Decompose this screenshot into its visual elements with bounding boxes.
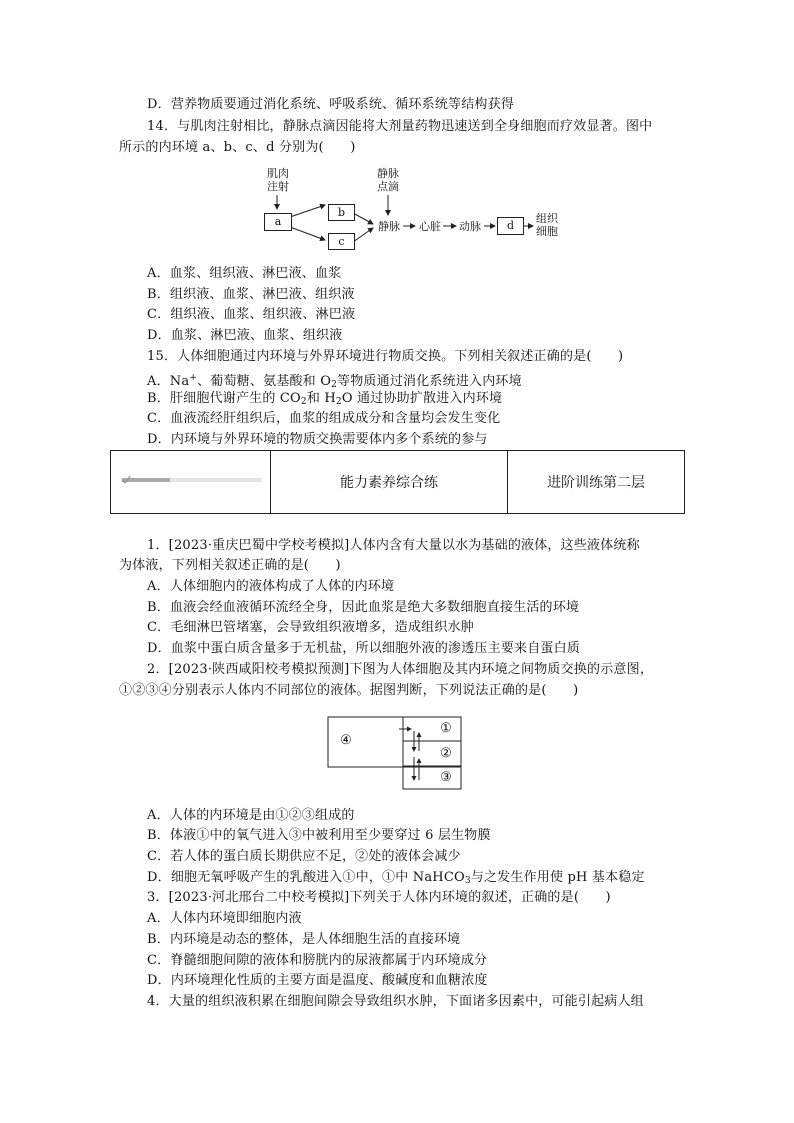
q14-stem-line2: 所示的内环境 a、b、c、d 分别为( ) [119,140,356,155]
p1-option-c: C．毛细淋巴管堵塞，会导致组织液增多，造成组织水肿 [147,620,474,635]
fluid-1-label: ① [440,721,452,736]
section-title: 能力素养综合练 [271,451,508,514]
artery-label: 动脉 [459,220,481,233]
vein-label: 静脉 [378,220,400,233]
q15-option-d: D．内环境与外界环境的物质交换需要体内多个系统的参与 [147,432,488,447]
q14-arrows [250,165,580,255]
q14-diagram [250,165,580,255]
iv-drip-label-2: 点滴 [377,180,399,193]
p2-diagram [327,716,467,792]
p4-stem-line1: 4．大量的组织液积累在细胞间隙会导致组织水肿，下面诸多因素中，可能引起病人组 [147,994,644,1009]
q14-option-c: C．组织液、血浆、组织液、淋巴液 [147,307,356,322]
arrow-a-to-b [290,205,325,217]
p2-option-c: C．若人体的蛋白质长期供应不足，②处的液体会减少 [147,849,461,864]
heart-label: 心脏 [419,220,441,233]
p2-option-a: A．人体的内环境是由①②③组成的 [147,808,355,823]
p3-option-b: B．内环境是动态的整体，是人体细胞生活的直接环境 [147,932,461,947]
fluid-2-label: ② [440,746,452,761]
p3-option-c: C．脊髓细胞间隙的液体和膀胱内的尿液都属于内环境成分 [147,953,488,968]
section-bar [110,450,685,514]
arrow-b-to-vein [353,213,373,224]
section-level: 进阶训练第二层 [508,451,685,514]
p3-option-d: D．内环境理化性质的主要方面是温度、酸碱度和血糖浓度 [147,973,488,988]
q14-stem-line1: 14．与肌肉注射相比，静脉点滴因能将大剂量药物迅速送到全身细胞而疗效显著。图中 [147,119,653,134]
q14-option-d: D．血浆、淋巴液、血浆、组织液 [147,328,343,343]
p1-option-d: D．血浆中蛋白质含量多于无机盐，所以细胞外液的渗透压主要来自蛋白质 [147,641,581,656]
box-d: d [497,217,524,235]
p2-option-b: B．体液①中的氧气进入③中被利用至少要穿过 6 层生物膜 [147,828,491,843]
arrow-c-to-vein [353,228,373,242]
tissue-cells-label-1: 组织 [536,212,558,225]
p1-option-b: B．血液会经血液循环流经全身，因此血浆是绝大多数细胞直接生活的环境 [147,600,580,615]
p1-stem-line1: 1．[2023·重庆巴蜀中学校考模拟]人体内含有大量以水为基础的液体，这些液体统称 [147,538,640,553]
q15-option-b: B．肝细胞代谢产生的 $CO_2$和 $H_2O$ 通过协助扩散进入内环境 [147,391,503,407]
fluid-3-label: ③ [440,770,452,785]
q15-option-a: A．Na+、葡萄糖、氨基酸和 $O_2$等物质通过消化系统进入内环境 [147,373,522,390]
box-a: a [264,213,292,231]
tissue-cells-label-2: 细胞 [536,225,558,238]
p1-stem-line2: 为体液，下列相关叙述正确的是( ) [119,558,341,573]
progress-stripe-icon [116,474,266,486]
iv-drip-label-1: 静脉 [377,167,399,180]
p2-stem-line2: ①②③④分别表示人体内不同部位的液体。据图判断，下列说法正确的是( ) [119,683,579,698]
box-b: b [328,204,355,221]
q15-option-c: C．血液流经肝组织后，血浆的组成成分和含量均会发生变化 [147,411,501,426]
q13-option-d: D．营养物质要通过消化系统、呼吸系统、循环系统等结构获得 [147,97,515,112]
q15-stem: 15．人体细胞通过内环境与外界环境进行物质交换。下列相关叙述正确的是( ) [147,349,624,364]
p3-option-a: A．人体内环境即细胞内液 [147,911,302,926]
p2-option-d: D．细胞无氧呼吸产生的乳酸进入①中，①中 NaHCO$_3$与之发生作用使 pH 基本稳定 [147,870,645,886]
im-injection-label-1: 肌肉 [267,167,289,180]
p1-option-a: A．人体细胞内的液体构成了人体的内环境 [147,579,395,594]
section-bar-decoration [111,451,271,514]
q14-option-b: B．组织液、血浆、淋巴液、组织液 [147,287,355,302]
fluid-4-label: ④ [340,733,352,748]
box-c: c [328,233,355,250]
p3-stem: 3．[2023·河北邢台二中校考模拟]下列关于人体内环境的叙述，正确的是( ) [147,890,611,905]
arrow-a-to-c [290,227,325,240]
p2-stem-line1: 2．[2023·陕西咸阳校考模拟预测]下图为人体细胞及其内环境之间物质交换的示意图， [147,662,654,677]
q14-option-a: A．血浆、组织液、淋巴液、血浆 [147,266,342,281]
im-injection-label-2: 注射 [267,180,289,193]
